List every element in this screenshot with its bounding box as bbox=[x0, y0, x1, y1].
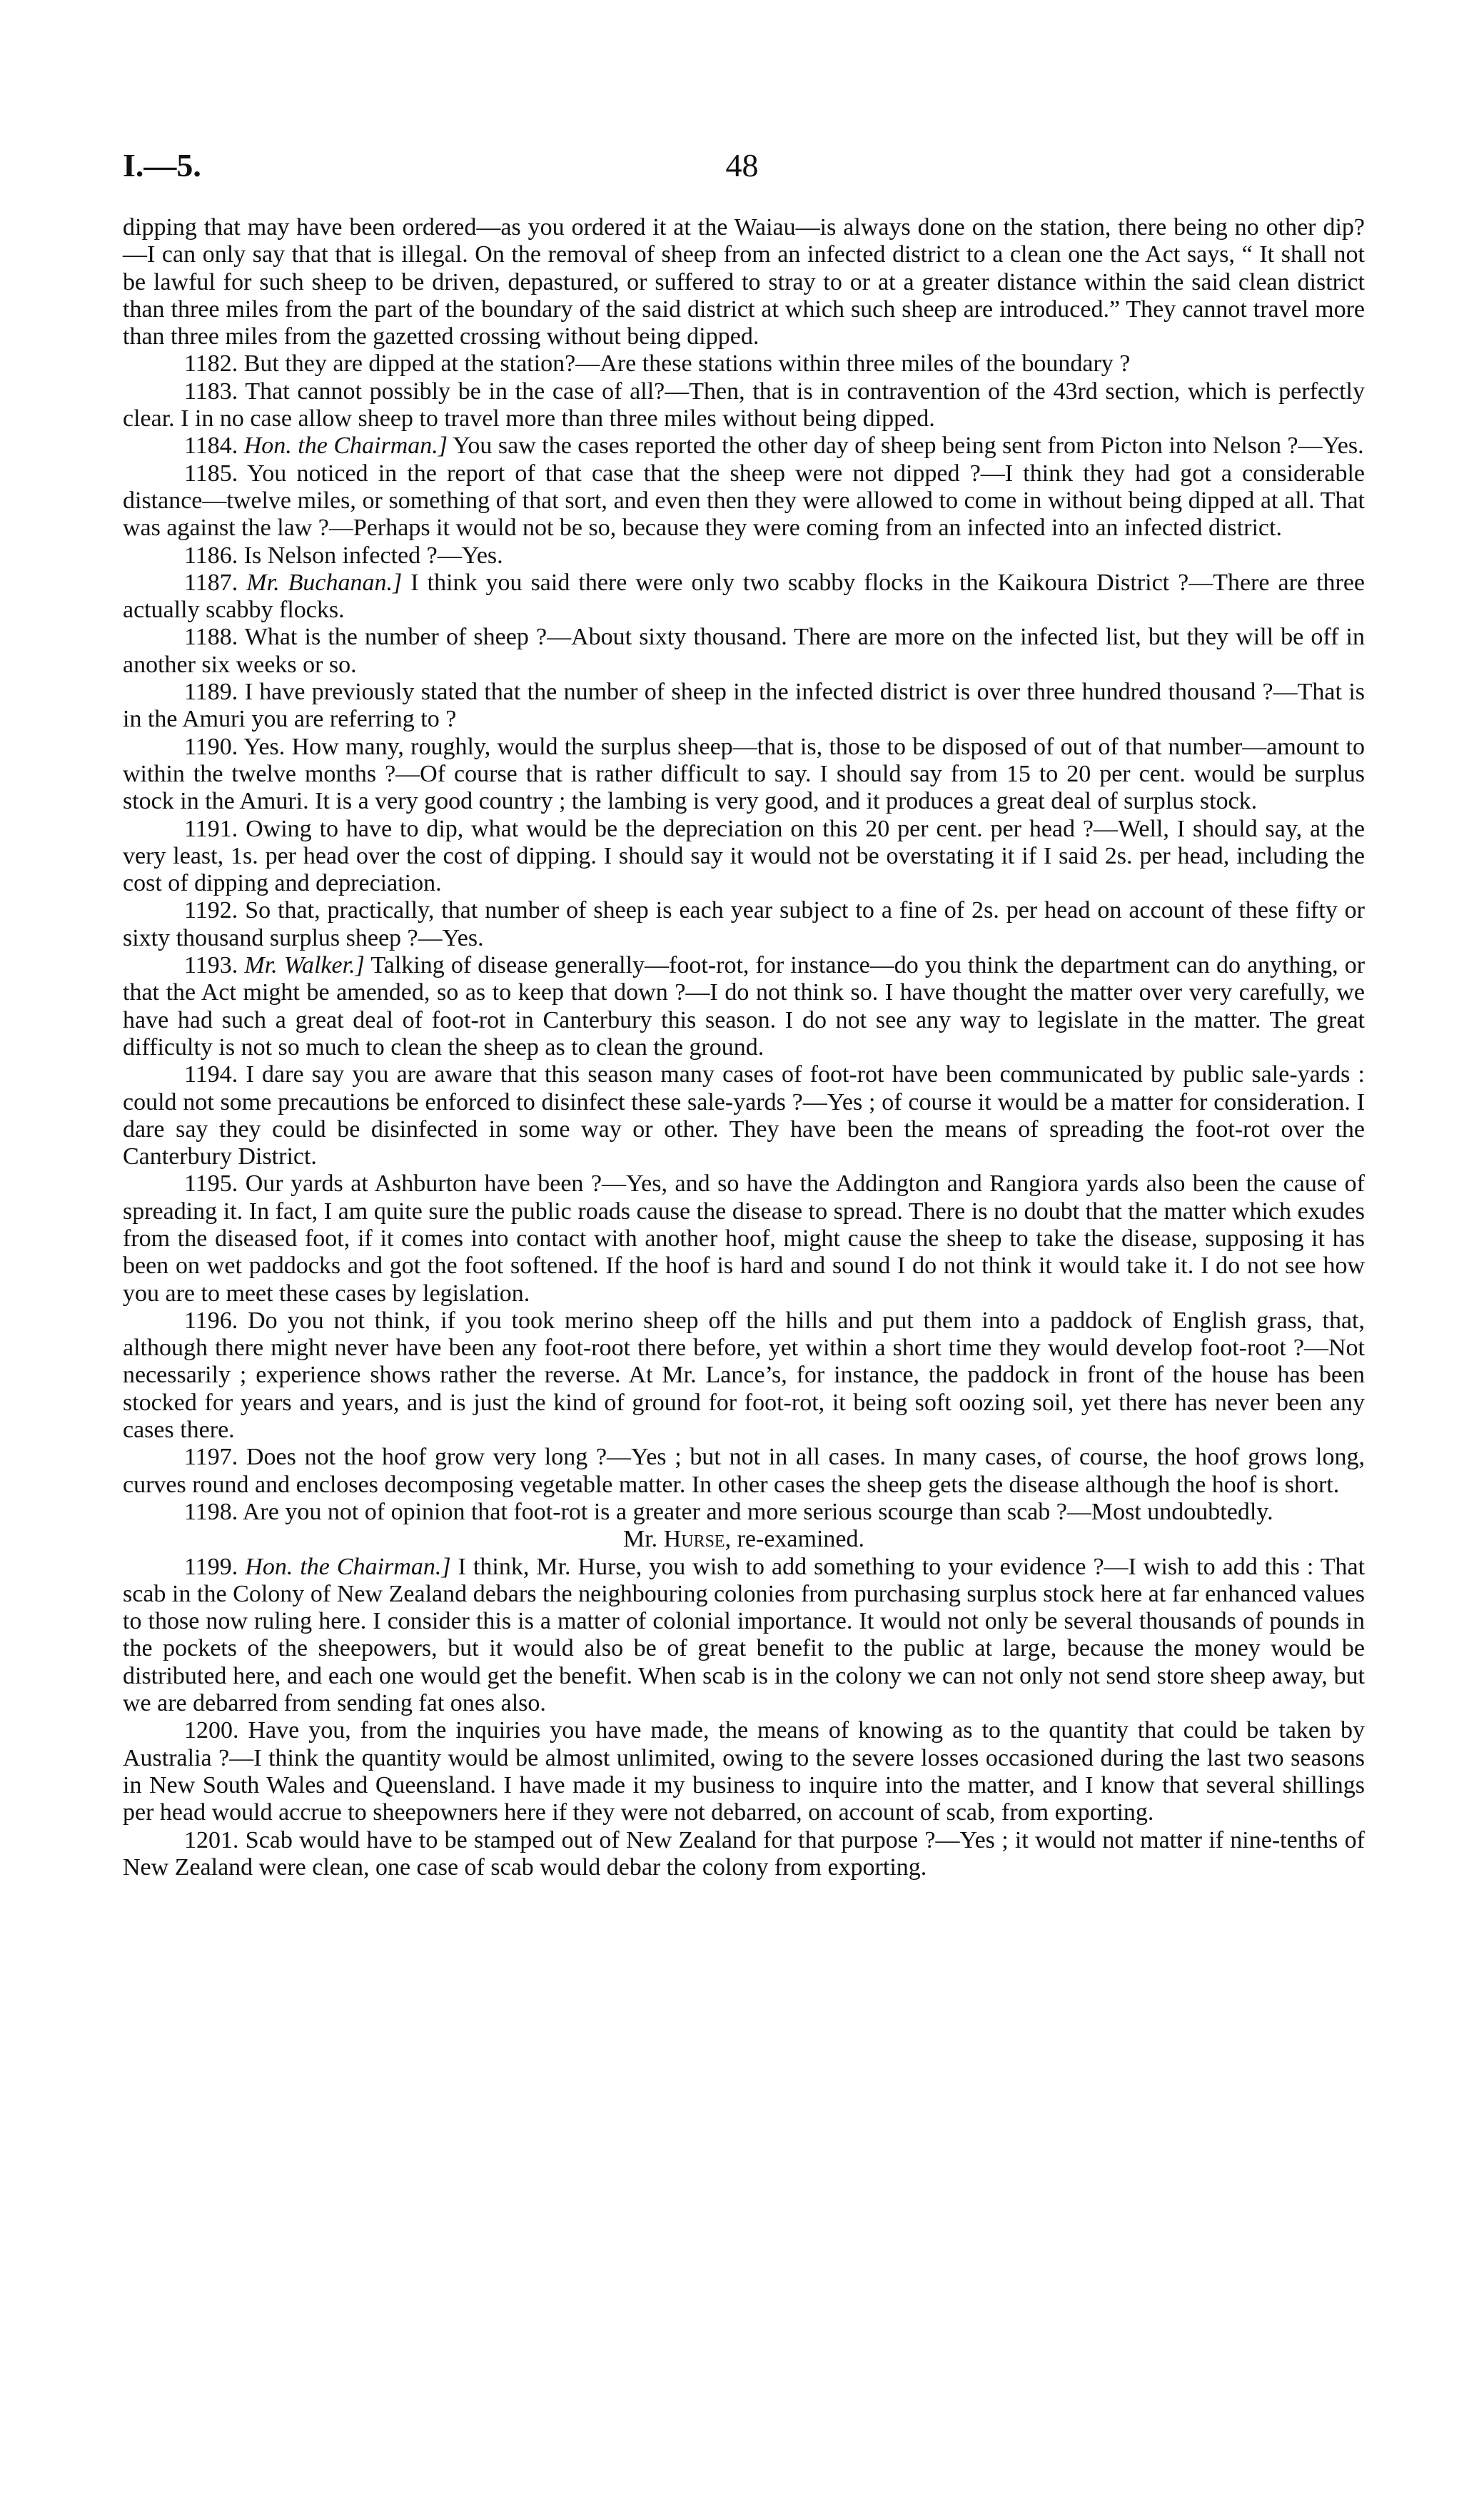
evidence-block-before bbox=[123, 214, 1365, 1526]
paragraph-text: 1196. Do you not think, if you took merino sheep off the hills and put them into a paddock of English grass, that, although there might never have been any foot-root there before, yet within a short time they would develop foot-root ?—Not necessarily ; experience shows rather the reverse. At Mr. Lance’s, for instance, the paddock in front of the house has been stocked for years and years, and is just the kind of ground for foot-rot, it being soft oozing soil, yet there has never been any cases there. bbox=[123, 1307, 1365, 1444]
evidence-paragraph bbox=[123, 1499, 1365, 1526]
page-header bbox=[123, 146, 1361, 196]
section-heading bbox=[123, 1526, 1365, 1553]
question-number: 1184. bbox=[184, 432, 238, 460]
paragraph-text: 1186. Is Nelson infected ?—Yes. bbox=[184, 542, 503, 569]
paragraph-text: 1198. Are you not of opinion that foot-rot is a greater and more serious scourge than scab ?—Most undoubtedly. bbox=[184, 1498, 1273, 1525]
evidence-paragraph bbox=[123, 1061, 1365, 1170]
paragraph-text: 1189. I have previously stated that the number of sheep in the infected district is over three hundred thousand ?—That is in the Amuri you are referring to ? bbox=[123, 679, 1365, 733]
paragraph-text: 1182. But they are dipped at the station?—Are these stations within three miles of the boundary ? bbox=[184, 350, 1131, 378]
evidence-paragraph bbox=[123, 1717, 1365, 1826]
paragraph-text: Talking of disease generally—foot-rot, for instance—do you think the department can do anything, or that the Act might be amended, so as to keep that down ?—I do not think so. I have thought the matter over very carefully, we have had such a great deal of foot-rot in Canterbury this season. I do not see any way to legislate in the matter. The great difficulty is not so much to clean the sheep as to clean the ground. bbox=[123, 952, 1366, 1061]
evidence-paragraph bbox=[123, 1554, 1365, 1718]
question-number: 1199. bbox=[184, 1553, 238, 1580]
section-prefix: Mr. bbox=[623, 1526, 658, 1553]
question-number: 1187. bbox=[184, 569, 238, 596]
speaker-name: Hon. the Chairman.] bbox=[245, 1553, 451, 1580]
paragraph-text: 1191. Owing to have to dip, what would be the depreciation on this 20 per cent. per head ?—Well, I should say, at the very least, 1s. per head over the cost of dipping. I should say it would not be overstating it if I said 2s. per head, including the cost of dipping and depreciation. bbox=[123, 815, 1365, 897]
page-number: 48 bbox=[725, 147, 759, 183]
document-body bbox=[123, 214, 1365, 1881]
evidence-paragraph bbox=[123, 816, 1365, 898]
paragraph-text: 1200. Have you, from the inquiries you have made, the means of knowing as to the quantity that could be taken by Australia ?—I think the quantity would be almost unlimited, owing to the severe losses occasioned during the last two seasons in New South Wales and Queensland. I have made it my business to inquire into the matter, and I know that several shillings per head would accrue to sheepowners here if they were not debarred, on account of scab, from exporting. bbox=[123, 1717, 1365, 1826]
evidence-paragraph bbox=[123, 734, 1365, 816]
evidence-paragraph bbox=[123, 679, 1365, 734]
paragraph-text: 1197. Does not the hoof grow very long ?—Yes ; but not in all cases. In many cases, of course, the hoof grows long, curves round and encloses decomposing vegetable matter. In other cases the sheep gets the disease although the hoof is short. bbox=[123, 1444, 1365, 1498]
speaker-name: Mr. Buchanan.] bbox=[246, 569, 403, 596]
witness-name: Hurse bbox=[663, 1526, 725, 1553]
paragraph-text: I think, Mr. Hurse, you wish to add something to your evidence ?—I wish to add this : That scab in the Colony of New Zealand debars the neighbouring colonies from purchasing surplus stock here at far enhanced values to those now ruling here. I consider this is a matter of colonial importance. It would not only be several thousands of pounds in the pockets of the sheepowers, but it would also be of great benefit to the public at large, because the money would be distributed here, and each one would get the benefit. When scab is in the colony we can not only not send store sheep away, but we are debarred from sending fat ones also. bbox=[123, 1553, 1366, 1717]
evidence-paragraph bbox=[123, 378, 1365, 433]
paragraph-text: You saw the cases reported the other day of sheep being sent from Picton into Nelson ?—Yes. bbox=[453, 432, 1364, 460]
speaker-name: Mr. Walker.] bbox=[244, 952, 365, 979]
evidence-paragraph bbox=[123, 542, 1365, 570]
evidence-paragraph bbox=[123, 350, 1365, 378]
paragraph-text: 1183. That cannot possibly be in the case of all?—Then, that is in contravention of the 43rd section, which is perfectly clear. I in no case allow sheep to travel more than three miles without being dipped. bbox=[123, 378, 1365, 432]
question-number: 1193. bbox=[184, 952, 238, 979]
evidence-paragraph bbox=[123, 570, 1365, 624]
evidence-paragraph bbox=[123, 1827, 1365, 1882]
paragraph-text: 1201. Scab would have to be stamped out of New Zealand for that purpose ?—Yes ; it would not matter if nine-tenths of New Zealand were clean, one case of scab would debar the colony from exporting. bbox=[123, 1826, 1365, 1881]
paragraph-text: I think you said there were only two scabby flocks in the Kaikoura District ?—There are three actually scabby flocks. bbox=[123, 569, 1366, 624]
evidence-block-after bbox=[123, 1554, 1365, 1882]
evidence-paragraph bbox=[123, 1170, 1365, 1307]
evidence-paragraph bbox=[123, 432, 1365, 460]
evidence-paragraph bbox=[123, 460, 1365, 542]
paragraph-text: 1185. You noticed in the report of that case that the sheep were not dipped ?—I think they had got a considerable distance—twelve miles, or something of that sort, and even then they were allowed to come in without being dipped at all. That was against the law ?—Perhaps it would not be so, because they were coming from an infected into an infected district. bbox=[123, 460, 1365, 542]
paragraph-text: 1192. So that, practically, that number of sheep is each year subject to a fine of 2s. per head on account of these fifty or sixty thousand surplus sheep ?—Yes. bbox=[123, 897, 1365, 951]
paragraph-text: 1188. What is the number of sheep ?—About sixty thousand. There are more on the infected list, but they will be off in another six weeks or so. bbox=[123, 624, 1365, 678]
evidence-paragraph bbox=[123, 1307, 1365, 1444]
paragraph-text: dipping that may have been ordered—as you ordered it at the Waiau—is always done on the station, there being no other dip?—I can only say that that is illegal. On the removal of sheep from an infected district to a clean one the Act says, “ It shall not be lawful for such sheep to be driven, depastured, or suffered to stray to or at a greater distance within the said clean district than three miles from the part of the boundary of the said district at which such sheep are introduced.” They cannot travel more than three miles from the gazetted crossing without being dipped. bbox=[123, 214, 1365, 350]
evidence-paragraph bbox=[123, 1444, 1365, 1499]
paragraph-text: 1195. Our yards at Ashburton have been ?—Yes, and so have the Addington and Rangiora yards also been the cause of spreading it. In fact, I am quite sure the public roads cause the disease to spread. There is no doubt that the matter which exudes from the diseased foot, if it comes into contact with another hoof, might cause the sheep to take the disease, supposing it has been on wet paddocks and got the foot softened. If the hoof is hard and sound I do not think it would take it. I do not see how you are to meet these cases by legislation. bbox=[123, 1170, 1365, 1307]
paragraph-text: 1190. Yes. How many, roughly, would the surplus sheep—that is, those to be disposed of out of that number—amount to within the twelve months ?—Of course that is rather difficult to say. I should say from 15 to 20 per cent. would be surplus stock in the Amuri. It is a very good country ; the lambing is very good, and it produces a great deal of surplus stock. bbox=[123, 733, 1365, 815]
paragraph-text: 1194. I dare say you are aware that this season many cases of foot-rot have been communicated by public sale-yards : could not some precautions be enforced to disinfect these sale-yards ?—Yes ; of course it would be a matter for consideration. I dare say they could be disinfected in some way or other. They have been the means of spreading the foot-rot over the Canterbury District. bbox=[123, 1061, 1365, 1170]
evidence-paragraph bbox=[123, 624, 1365, 679]
evidence-paragraph bbox=[123, 214, 1365, 350]
document-reference: I.—5. bbox=[123, 147, 201, 183]
section-suffix: , re-examined. bbox=[725, 1526, 864, 1553]
speaker-name: Hon. the Chairman.] bbox=[243, 432, 448, 460]
evidence-paragraph bbox=[123, 952, 1365, 1061]
evidence-paragraph bbox=[123, 897, 1365, 952]
